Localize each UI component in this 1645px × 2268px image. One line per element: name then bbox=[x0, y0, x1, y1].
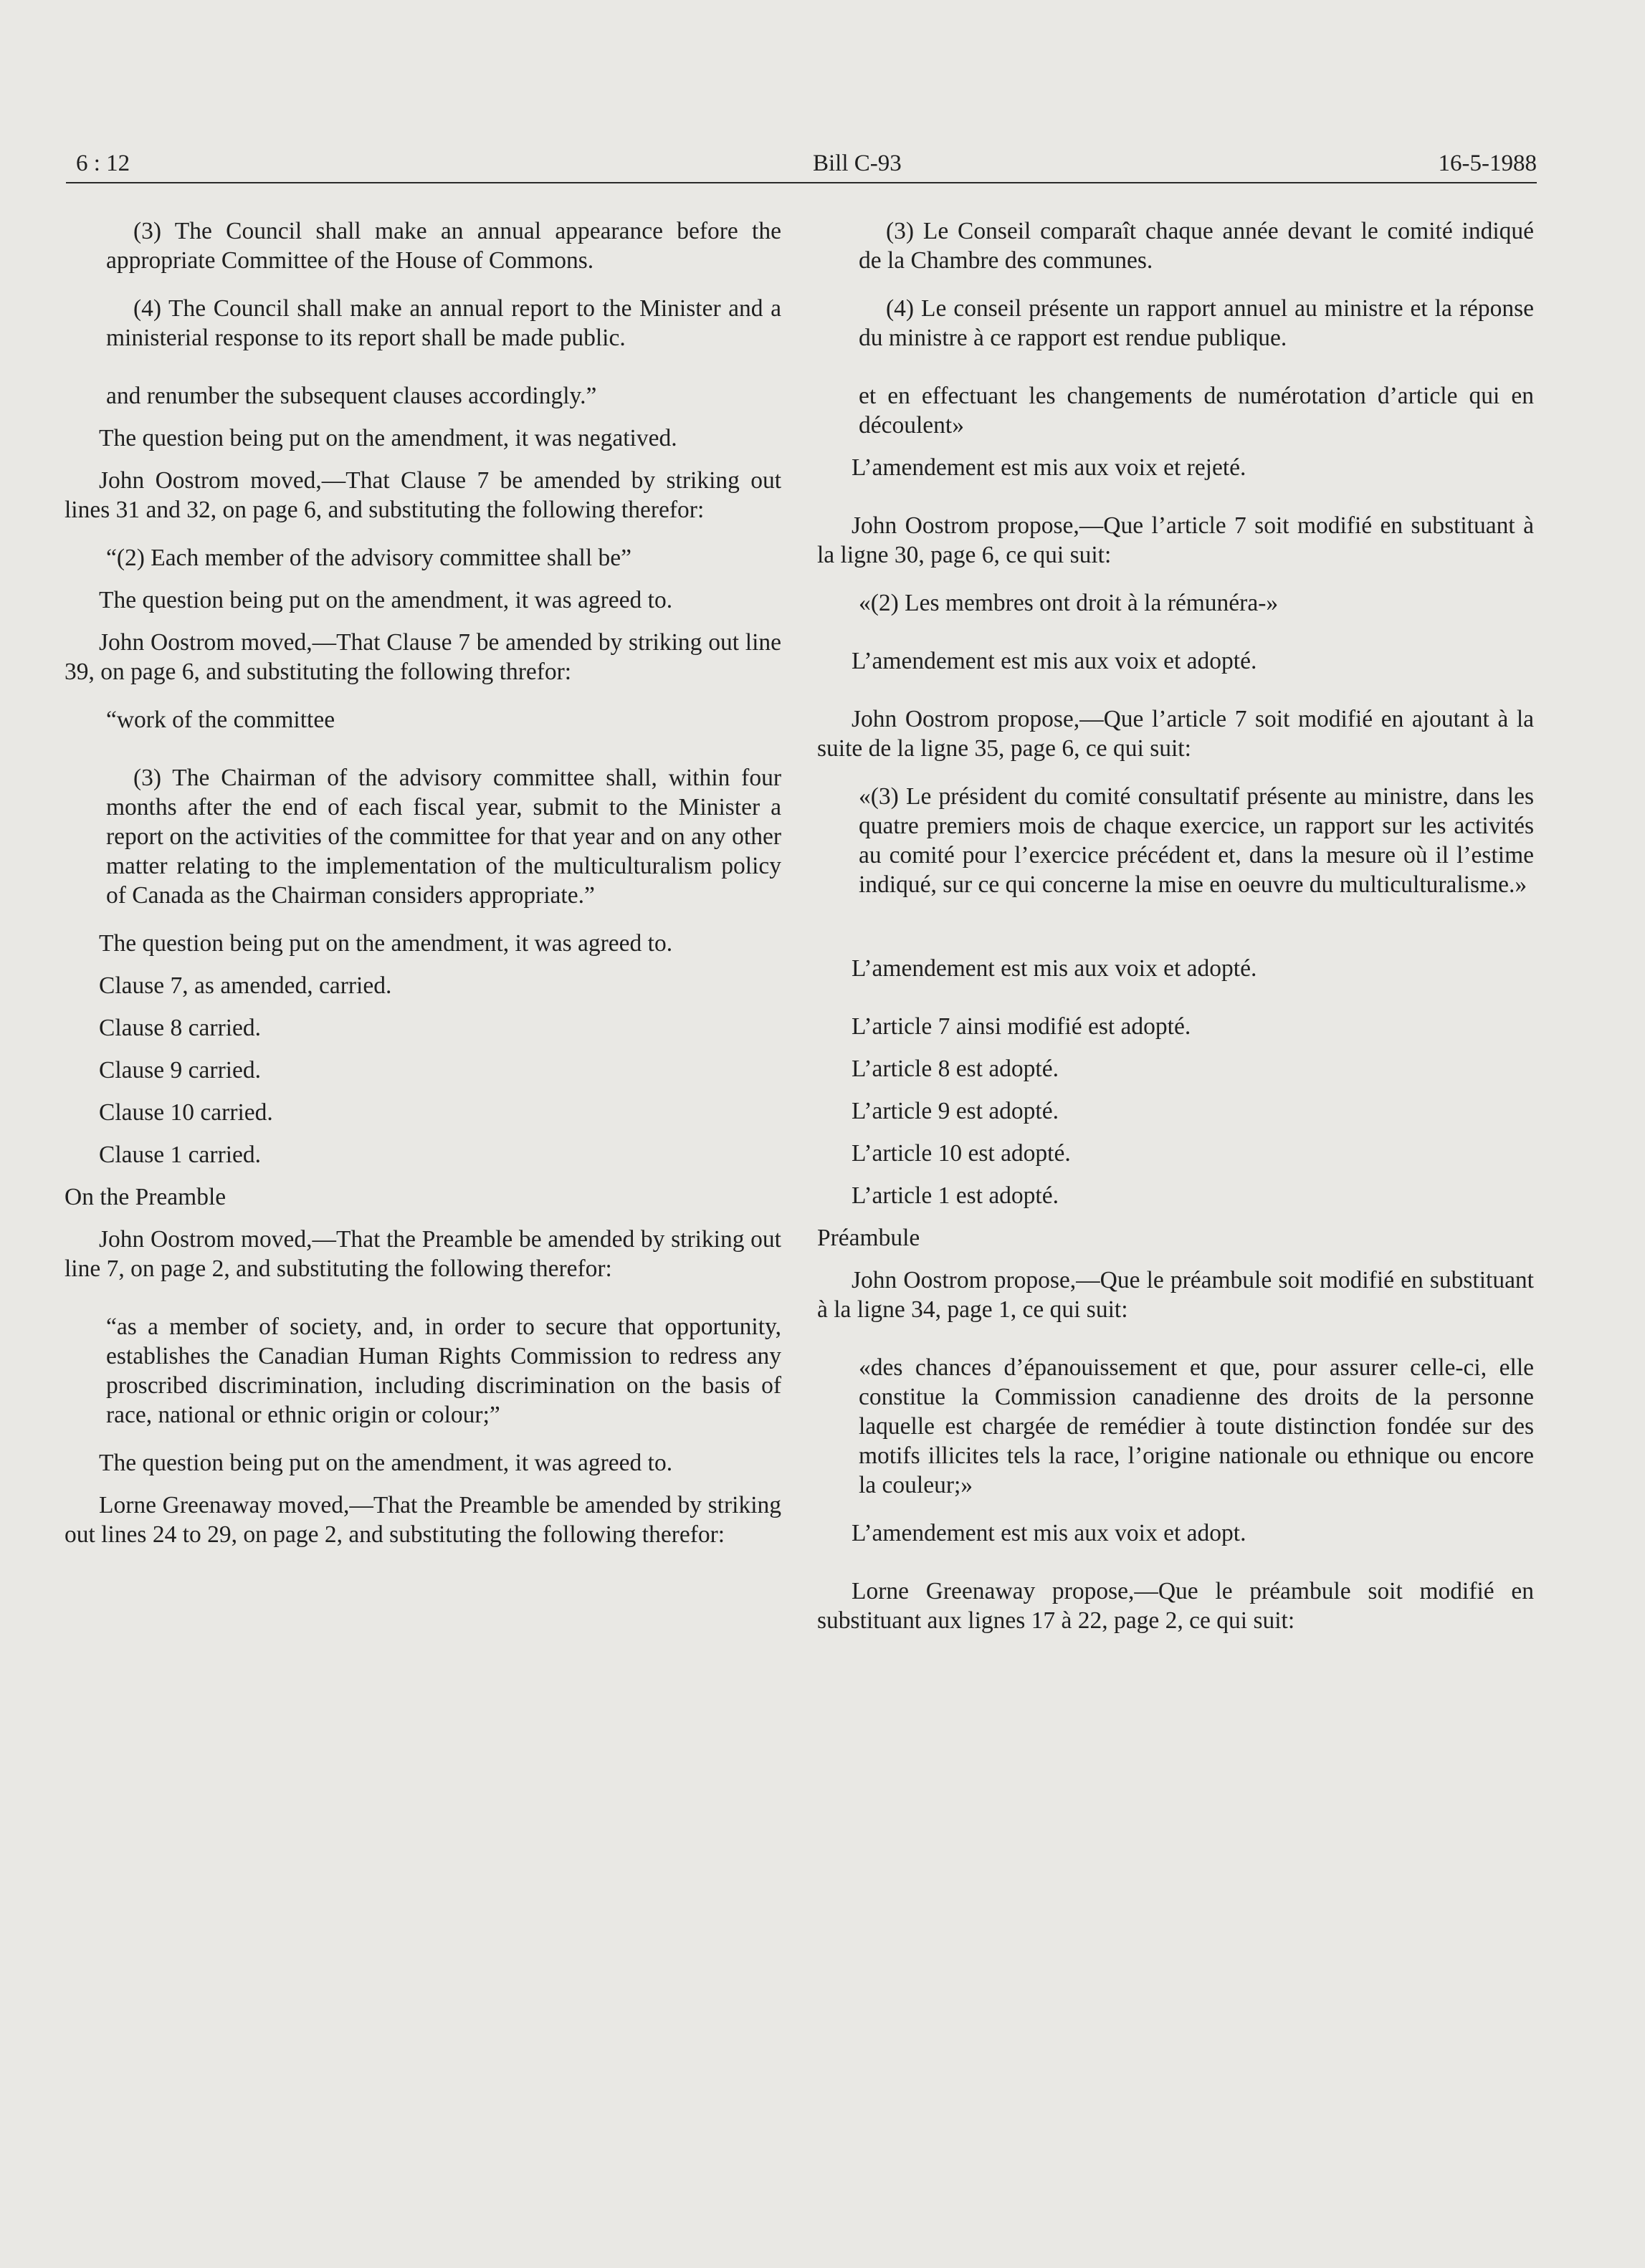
paragraph: The question being put on the amendment, it was agreed to. bbox=[99, 930, 673, 957]
paragraph: L’amendement est mis aux voix et adopté. bbox=[852, 955, 1257, 982]
paragraph: John Oostrom propose,—Que l’article 7 soit modifié en substituant à la ligne 30, page 6, ce qui suit: bbox=[817, 512, 1534, 568]
clause-result: Clause 10 carried. bbox=[99, 1099, 273, 1126]
quoted-amendment: «(3) Le président du comité consultatif présente au ministre, dans les quatre premiers mois de chaque exercice, un rapport sur les activités au comité pour l’exercice précédent et, dans la mesure où il l’estime indiqué, sur ce qui concerne la mise en oeuvre du multiculturalisme.» bbox=[859, 783, 1534, 898]
paragraph: Lorne Greenaway moved,—That the Preamble be amended by striking out lines 24 to 29, on page 2, and substituting the following therefor: bbox=[65, 1492, 781, 1548]
quoted-amendment: (3) The Chairman of the advisory committee shall, within four months after the end of each fiscal year, submit to the Minister a report on the activities of the committee for that year and on any other matter relating to the implementation of the multiculturalism policy of Canada as the Chairman considers appropriate.” bbox=[106, 765, 781, 909]
paragraph: et en effectuant les changements de numérotation d’article qui en découlent» bbox=[859, 383, 1534, 439]
clause-result: Clause 9 carried. bbox=[99, 1057, 262, 1083]
paragraph: John Oostrom propose,—Que l’article 7 soit modifié en ajoutant à la suite de la ligne 35, page 6, ce qui suit: bbox=[817, 706, 1534, 762]
clause-result: L’article 9 est adopté. bbox=[852, 1098, 1059, 1124]
clause-result: Clause 8 carried. bbox=[99, 1015, 262, 1041]
page-number: 6 : 12 bbox=[76, 150, 130, 176]
bill-title: Bill C-93 bbox=[813, 150, 902, 176]
paragraph: L’amendement est mis aux voix et adopté. bbox=[852, 648, 1257, 674]
paragraph: (3) Le Conseil comparaît chaque année devant le comité indiqué de la Chambre des communes. bbox=[859, 218, 1534, 274]
paragraph: Lorne Greenaway propose,—Que le préambule soit modifié en substituant aux lignes 17 à 22, page 2, ce qui suit: bbox=[817, 1578, 1534, 1634]
paragraph: The question being put on the amendment, it was negatived. bbox=[99, 425, 677, 451]
paragraph: John Oostrom moved,—That the Preamble be amended by striking out line 7, on page 2, and substituting the following therefor: bbox=[65, 1226, 781, 1282]
english-column bbox=[65, 216, 781, 1549]
paragraph: John Oostrom moved,—That Clause 7 be amended by striking out lines 31 and 32, on page 6, and substituting the following therefor: bbox=[65, 467, 781, 523]
paragraph: (3) The Council shall make an annual appearance before the appropriate Committee of the House of Commons. bbox=[106, 218, 781, 274]
quoted-amendment: “as a member of society, and, in order to secure that opportunity, establishes the Canadian Human Rights Commission to redress any proscribed discrimination, including discrimination on the basis of race, national or ethnic origin or colour;” bbox=[106, 1314, 781, 1428]
clause-result: L’article 7 ainsi modifié est adopté. bbox=[852, 1013, 1191, 1040]
paragraph: (4) The Council shall make an annual report to the Minister and a ministerial response to its report shall be made public. bbox=[106, 295, 781, 351]
quoted-amendment: «(2) Les membres ont droit à la rémunéra-» bbox=[859, 590, 1279, 616]
clause-result: Clause 7, as amended, carried. bbox=[99, 972, 392, 999]
paragraph: The question being put on the amendment, it was agreed to. bbox=[99, 1450, 673, 1476]
paragraph: The question being put on the amendment, it was agreed to. bbox=[99, 587, 673, 613]
page-date: 16-5-1988 bbox=[1438, 150, 1537, 176]
paragraph: L’amendement est mis aux voix et rejeté. bbox=[852, 454, 1246, 481]
paragraph: (4) Le conseil présente un rapport annuel au ministre et la réponse du ministre à ce rapport est rendue publique. bbox=[859, 295, 1534, 351]
paragraph: and renumber the subsequent clauses accordingly.” bbox=[106, 383, 597, 409]
page-header bbox=[66, 149, 1537, 183]
clause-result: L’article 8 est adopté. bbox=[852, 1056, 1059, 1082]
section-heading: Préambule bbox=[817, 1225, 920, 1251]
paragraph: L’amendement est mis aux voix et adopt. bbox=[852, 1520, 1246, 1546]
quoted-amendment: “(2) Each member of the advisory committee shall be” bbox=[106, 545, 631, 571]
paragraph: John Oostrom moved,—That Clause 7 be amended by striking out line 39, on page 6, and substituting the following threfor: bbox=[65, 629, 781, 685]
section-heading: On the Preamble bbox=[65, 1184, 227, 1210]
paragraph: John Oostrom propose,—Que le préambule soit modifié en substituant à la ligne 34, page 1, ce qui suit: bbox=[817, 1267, 1534, 1323]
clause-result: Clause 1 carried. bbox=[99, 1142, 262, 1168]
french-column bbox=[817, 216, 1534, 1635]
clause-result: L’article 1 est adopté. bbox=[852, 1182, 1059, 1209]
clause-result: L’article 10 est adopté. bbox=[852, 1140, 1071, 1167]
quoted-amendment: “work of the committee bbox=[106, 707, 335, 733]
quoted-amendment: «des chances d’épanouissement et que, pour assurer celle-ci, elle constitue la Commission canadienne des droits de la personne laquelle est chargée de remédier à toute distinction fondée sur des motifs illicites tels la race, l’origine nationale ou ethnique ou encore la couleur;» bbox=[859, 1354, 1534, 1498]
